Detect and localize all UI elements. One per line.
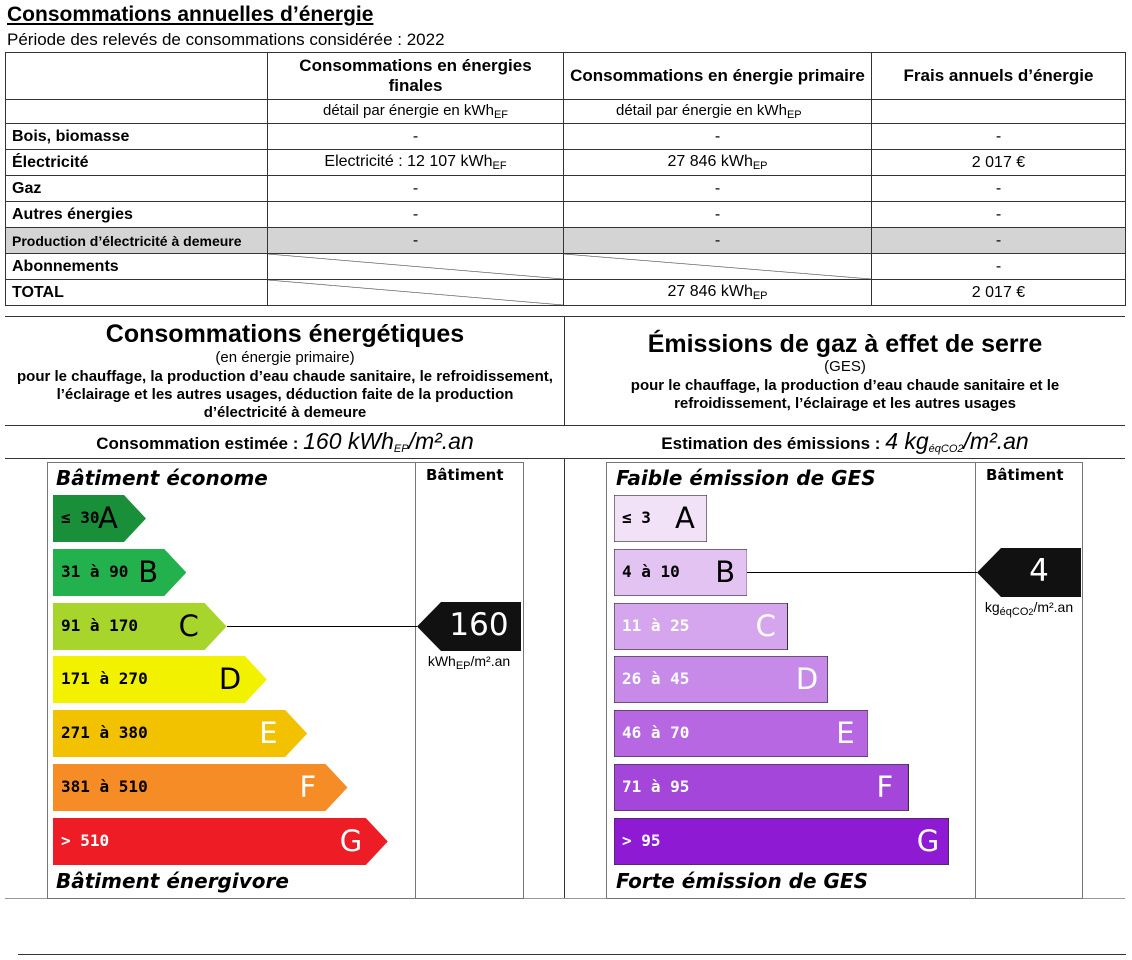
column-header-final: Consommations en énergies finales bbox=[268, 53, 564, 100]
class-letter: F bbox=[299, 770, 317, 804]
class-range: 171 à 270 bbox=[61, 669, 148, 689]
class-letter: E bbox=[836, 716, 855, 751]
energy-panel-description: pour le chauffage, la production d’eau chaude sanitaire, le refroidissement, l’éclairage et les autres usages, déduction faite de la production d’électricité à demeure bbox=[17, 368, 553, 421]
divider bbox=[5, 458, 1125, 459]
table-row bbox=[6, 202, 1126, 228]
class-range: > 95 bbox=[622, 830, 661, 850]
class-bar-shape bbox=[614, 818, 949, 865]
class-bar-b bbox=[614, 549, 747, 596]
ges-column-label: Bâtiment bbox=[986, 466, 1064, 484]
consumption-table bbox=[5, 52, 1126, 306]
class-bar-a bbox=[614, 495, 707, 542]
row-label: Gaz bbox=[6, 176, 268, 202]
cost-value: - bbox=[872, 176, 1126, 202]
class-bar-g bbox=[614, 818, 949, 865]
class-letter: A bbox=[98, 501, 118, 535]
class-letter: C bbox=[755, 608, 776, 643]
divider bbox=[975, 462, 976, 898]
table-row bbox=[6, 280, 1126, 306]
class-range: 91 à 170 bbox=[61, 615, 139, 635]
cost-value: 2 017 € bbox=[872, 280, 1126, 306]
ges-panel-description: pour le chauffage, la production d’eau chaude sanitaire et le refroidissement, l’éclairage et les autres usages bbox=[630, 377, 1060, 412]
final-value: Electricité : 12 107 kWh$_{EF}$ bbox=[268, 150, 564, 176]
divider bbox=[415, 462, 416, 898]
table-header-row bbox=[6, 53, 1126, 100]
class-bar-e bbox=[614, 710, 868, 757]
class-letter: G bbox=[339, 823, 363, 858]
energy-column-label: Bâtiment bbox=[426, 466, 504, 484]
detail-cost-empty bbox=[872, 100, 1126, 124]
row-label: Abonnements bbox=[6, 254, 268, 280]
crossed-cell bbox=[268, 280, 564, 306]
cost-value: - bbox=[872, 124, 1126, 150]
page-title: Consommations annuelles d’énergie bbox=[7, 3, 374, 26]
class-bar-d bbox=[53, 656, 267, 703]
table-row bbox=[6, 124, 1126, 150]
class-letter: G bbox=[916, 823, 940, 858]
final-value: - bbox=[268, 124, 564, 150]
class-letter: C bbox=[178, 608, 199, 643]
class-range: 381 à 510 bbox=[61, 777, 148, 796]
detail-ef: détail par énergie en kWh$_{EF}$ bbox=[268, 100, 564, 124]
class-letter: F bbox=[876, 770, 894, 804]
class-letter: E bbox=[259, 716, 278, 751]
final-value: - bbox=[268, 176, 564, 202]
energy-panel-title: Consommations énergétiques bbox=[105, 320, 465, 348]
energy-marker-unit: kWh$_{EP}$/m².an bbox=[427, 652, 511, 672]
divider bbox=[5, 316, 1125, 317]
cost-value: - bbox=[872, 202, 1126, 228]
divider bbox=[5, 425, 1125, 426]
class-bar-e bbox=[53, 710, 307, 757]
ges-top-label: Faible émission de GES bbox=[616, 466, 876, 490]
class-range: 4 à 10 bbox=[622, 561, 680, 581]
cost-value: - bbox=[872, 228, 1126, 254]
ges-bottom-label: Forte émission de GES bbox=[616, 869, 868, 893]
ges-marker-value: 4 bbox=[1029, 552, 1049, 589]
class-range: 26 à 45 bbox=[622, 669, 690, 689]
subheader-empty bbox=[6, 100, 268, 124]
energy-estimate: Consommation estimée : 160 kWh$_{EP}$/m².an bbox=[96, 428, 474, 455]
class-letter: D bbox=[218, 662, 242, 697]
primary-value: - bbox=[564, 228, 872, 254]
class-bar-c bbox=[53, 603, 227, 650]
table-row bbox=[6, 254, 1126, 280]
row-label: Autres énergies bbox=[6, 202, 268, 228]
ges-estimate: Estimation des émissions : 4 $kg_{éqCO2}/m^2.an$ bbox=[661, 428, 1029, 455]
class-bar-c bbox=[614, 603, 788, 650]
divider bbox=[564, 458, 565, 898]
ges-marker-unit: $kg_{éqCO2}/m^2.an$ bbox=[984, 598, 1074, 618]
primary-value: - bbox=[564, 202, 872, 228]
energy-marker-value: 160 bbox=[449, 606, 509, 643]
ges-panel-subtitle: (GES) bbox=[824, 358, 866, 375]
class-letter: A bbox=[675, 501, 695, 535]
energy-bottom-label: Bâtiment énergivore bbox=[56, 869, 289, 893]
class-range: 11 à 25 bbox=[622, 615, 690, 635]
cost-value: 2 017 € bbox=[872, 150, 1126, 176]
ges-connector-line bbox=[747, 572, 977, 573]
table-subheader-row bbox=[6, 100, 1126, 124]
final-value: - bbox=[268, 228, 564, 254]
energy-connector-line bbox=[227, 626, 417, 627]
energy-marker bbox=[417, 602, 521, 656]
energy-top-label: Bâtiment économe bbox=[56, 466, 268, 490]
class-bar-a bbox=[53, 495, 146, 542]
class-range: ≤ 3 bbox=[622, 508, 651, 527]
class-bar-d bbox=[614, 656, 828, 703]
class-letter: D bbox=[795, 662, 819, 697]
column-header-cost: Frais annuels d’énergie bbox=[872, 53, 1126, 100]
ges-panel-title: Émissions de gaz à effet de serre bbox=[647, 330, 1043, 358]
row-label: Production d’électricité à demeure bbox=[6, 228, 268, 254]
class-range: 71 à 95 bbox=[622, 777, 690, 796]
final-value: - bbox=[268, 202, 564, 228]
class-bar-g bbox=[53, 818, 388, 865]
period-text: Période des relevés de consommations considérée : 2022 bbox=[7, 30, 445, 49]
primary-value: - bbox=[564, 176, 872, 202]
row-label: Bois, biomasse bbox=[6, 124, 268, 150]
table-header-empty bbox=[6, 53, 268, 100]
class-bar-f bbox=[614, 764, 909, 811]
class-bar-b bbox=[53, 549, 186, 596]
primary-value: 27 846 kWh$_{EP}$ bbox=[564, 280, 872, 306]
table-row bbox=[6, 150, 1126, 176]
class-range: > 510 bbox=[61, 830, 110, 850]
primary-value: 27 846 kWh$_{EP}$ bbox=[564, 150, 872, 176]
primary-value: - bbox=[564, 124, 872, 150]
class-range: 31 à 90 bbox=[61, 561, 129, 581]
cost-value: - bbox=[872, 254, 1126, 280]
row-label: TOTAL bbox=[6, 280, 268, 306]
row-label: Électricité bbox=[6, 150, 268, 176]
class-range: ≤ 30 bbox=[61, 508, 100, 527]
class-bar-f bbox=[53, 764, 348, 811]
class-range: 271 à 380 bbox=[61, 723, 148, 743]
crossed-cell bbox=[564, 254, 872, 280]
table-row bbox=[6, 228, 1126, 254]
detail-ep: détail par énergie en kWh$_{EP}$ bbox=[564, 100, 872, 124]
ges-marker bbox=[977, 548, 1081, 602]
divider bbox=[18, 954, 1126, 955]
crossed-cell bbox=[268, 254, 564, 280]
energy-panel-subtitle: (en énergie primaire) bbox=[215, 349, 355, 366]
class-letter: B bbox=[138, 554, 159, 589]
class-range: 46 à 70 bbox=[622, 723, 690, 743]
table-row bbox=[6, 176, 1126, 202]
column-header-primary: Consommations en énergie primaire bbox=[564, 53, 872, 100]
class-letter: B bbox=[715, 554, 736, 589]
